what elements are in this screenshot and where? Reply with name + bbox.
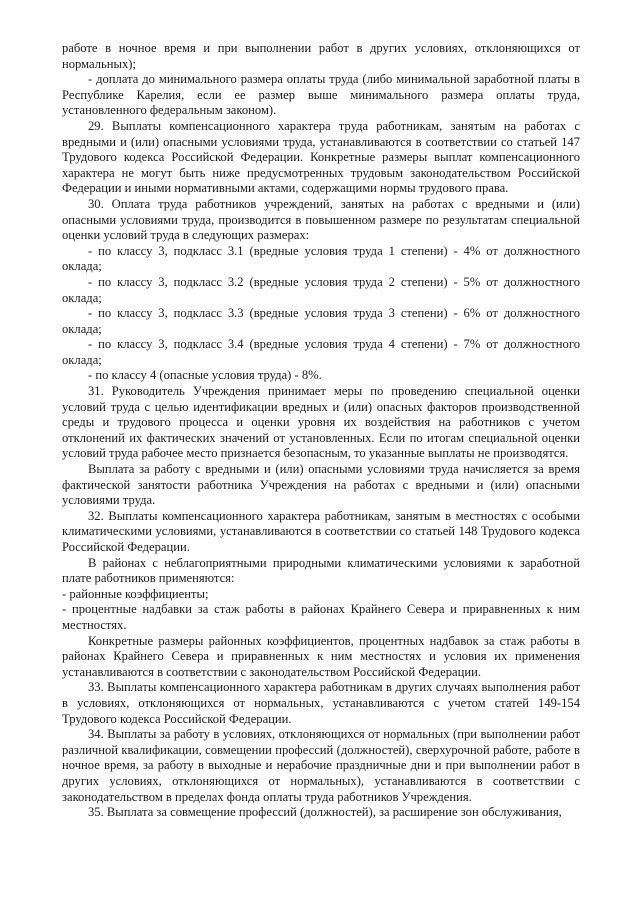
list-item-class-3-1: - по классу 3, подкласс 3.1 (вредные условия труда 1 степени) - 4% от должностного оклада; bbox=[62, 243, 580, 274]
list-item-class-3-2: - по классу 3, подкласс 3.2 (вредные условия труда 2 степени) - 5% от должностного оклада; bbox=[62, 274, 580, 305]
list-item-class-3-4: - по классу 3, подкласс 3.4 (вредные условия труда 4 степени) - 7% от должностного оклада; bbox=[62, 337, 580, 367]
document-page bbox=[62, 41, 580, 821]
paragraph-33: 33. Выплаты компенсационного характера работникам в других случаях выполнения работ в условиях, отклоняющихся от нормальных, устанавливаются с учетом статей 149-154 Трудового кодекса Российской Федерации. bbox=[62, 680, 580, 726]
list-item-class-3-3: - по классу 3, подкласс 3.3 (вредные условия труда 3 степени) - 6% от должностного оклада; bbox=[62, 306, 580, 336]
paragraph-specific-amounts: Конкретные размеры районных коэффициентов, процентных надбавок за стаж работы в районах Крайнего Севера и приравненных к ним местностях и условия их применения устанавливаются в соответствии с законодательством Российской Федерации. bbox=[62, 633, 580, 679]
paragraph-34: 34. Выплаты за работу в условиях, отклоняющихся от нормальных (при выполнении работ различной квалификации, совмещении профессий (должностей), сверхурочной работе, работе в ночное время, за работу в выходные и нерабочие праздничные дни и при выполнении работ в других условиях, отклоняющихся от нормальных), устанавливаются в соответствии с законодательством в пределах фонда оплаты труда работников Учреждения. bbox=[62, 727, 580, 804]
paragraph-31: 31. Руководитель Учреждения принимает меры по проведению специальной оценки условий труда с целью идентификации вредных и (или) опасных факторов производственной среды и трудового процесса и оценки уровня их воздействия на работников с учетом отклонений их фактических значений от установленных. Если по итогам специальной оценки условий труда рабочее место признается безопасным, то указанные выплаты не производятся. bbox=[62, 384, 580, 461]
paragraph-hazard-payment: Выплата за работу с вредными и (или) опасными условиями труда начисляется за время фактической занятости работника Учреждения на работах с вредными и (или) опасными условиями труда. bbox=[62, 462, 580, 508]
paragraph-35: 35. Выплата за совмещение профессий (должностей), за расширение зон обслуживания, bbox=[88, 805, 562, 820]
paragraph-30: 30. Оплата труда работников учреждений, занятых на работах с вредными и (или) опасными условиями труда, производится в повышенном размере по результатам специальной оценки условий труда в следующих размерах: bbox=[62, 196, 580, 243]
paragraph-minimum-wage-bullet: - доплата до минимального размера оплаты труда (либо минимальной заработной платы в Республике Карелия, если ее размер выше минимального размера оплаты труда, установленного федеральным законом). bbox=[62, 72, 580, 118]
paragraph-29: 29. Выплаты компенсационного характера труда работникам, занятым на работах с вредными и (или) опасными условиями труда, устанавливаются в соответствии со статьей 147 Трудового кодекса Российской Федерации. Конкретные размеры выплат компенсационного характера не могут быть ниже предусмотренных трудовым законодательством Российской Федерации и иными нормативными актами, содержащими нормы трудового права. bbox=[62, 118, 580, 196]
paragraph-32: 32. Выплаты компенсационного характера работникам, занятым в местностях с особыми климатическими условиями, устанавливаются в соответствии со статьей 148 Трудового кодекса Российской Федерации. bbox=[62, 508, 580, 554]
paragraph-climate-regions: В районах с неблагоприятными природными климатическими условиями к заработной плате работников применяются: bbox=[62, 555, 580, 586]
list-item-percentage-bonuses: - процентные надбавки за стаж работы в районах Крайнего Севера и приравненных к ним местностях. bbox=[62, 602, 580, 632]
paragraph-continuation: работе в ночное время и при выполнении работ в других условиях, отклоняющихся от нормальных); bbox=[62, 41, 580, 71]
list-item-class-4: - по классу 4 (опасные условия труда) - 8%. bbox=[88, 368, 322, 383]
list-item-regional-coefficients: - районные коэффициенты; bbox=[62, 586, 209, 601]
